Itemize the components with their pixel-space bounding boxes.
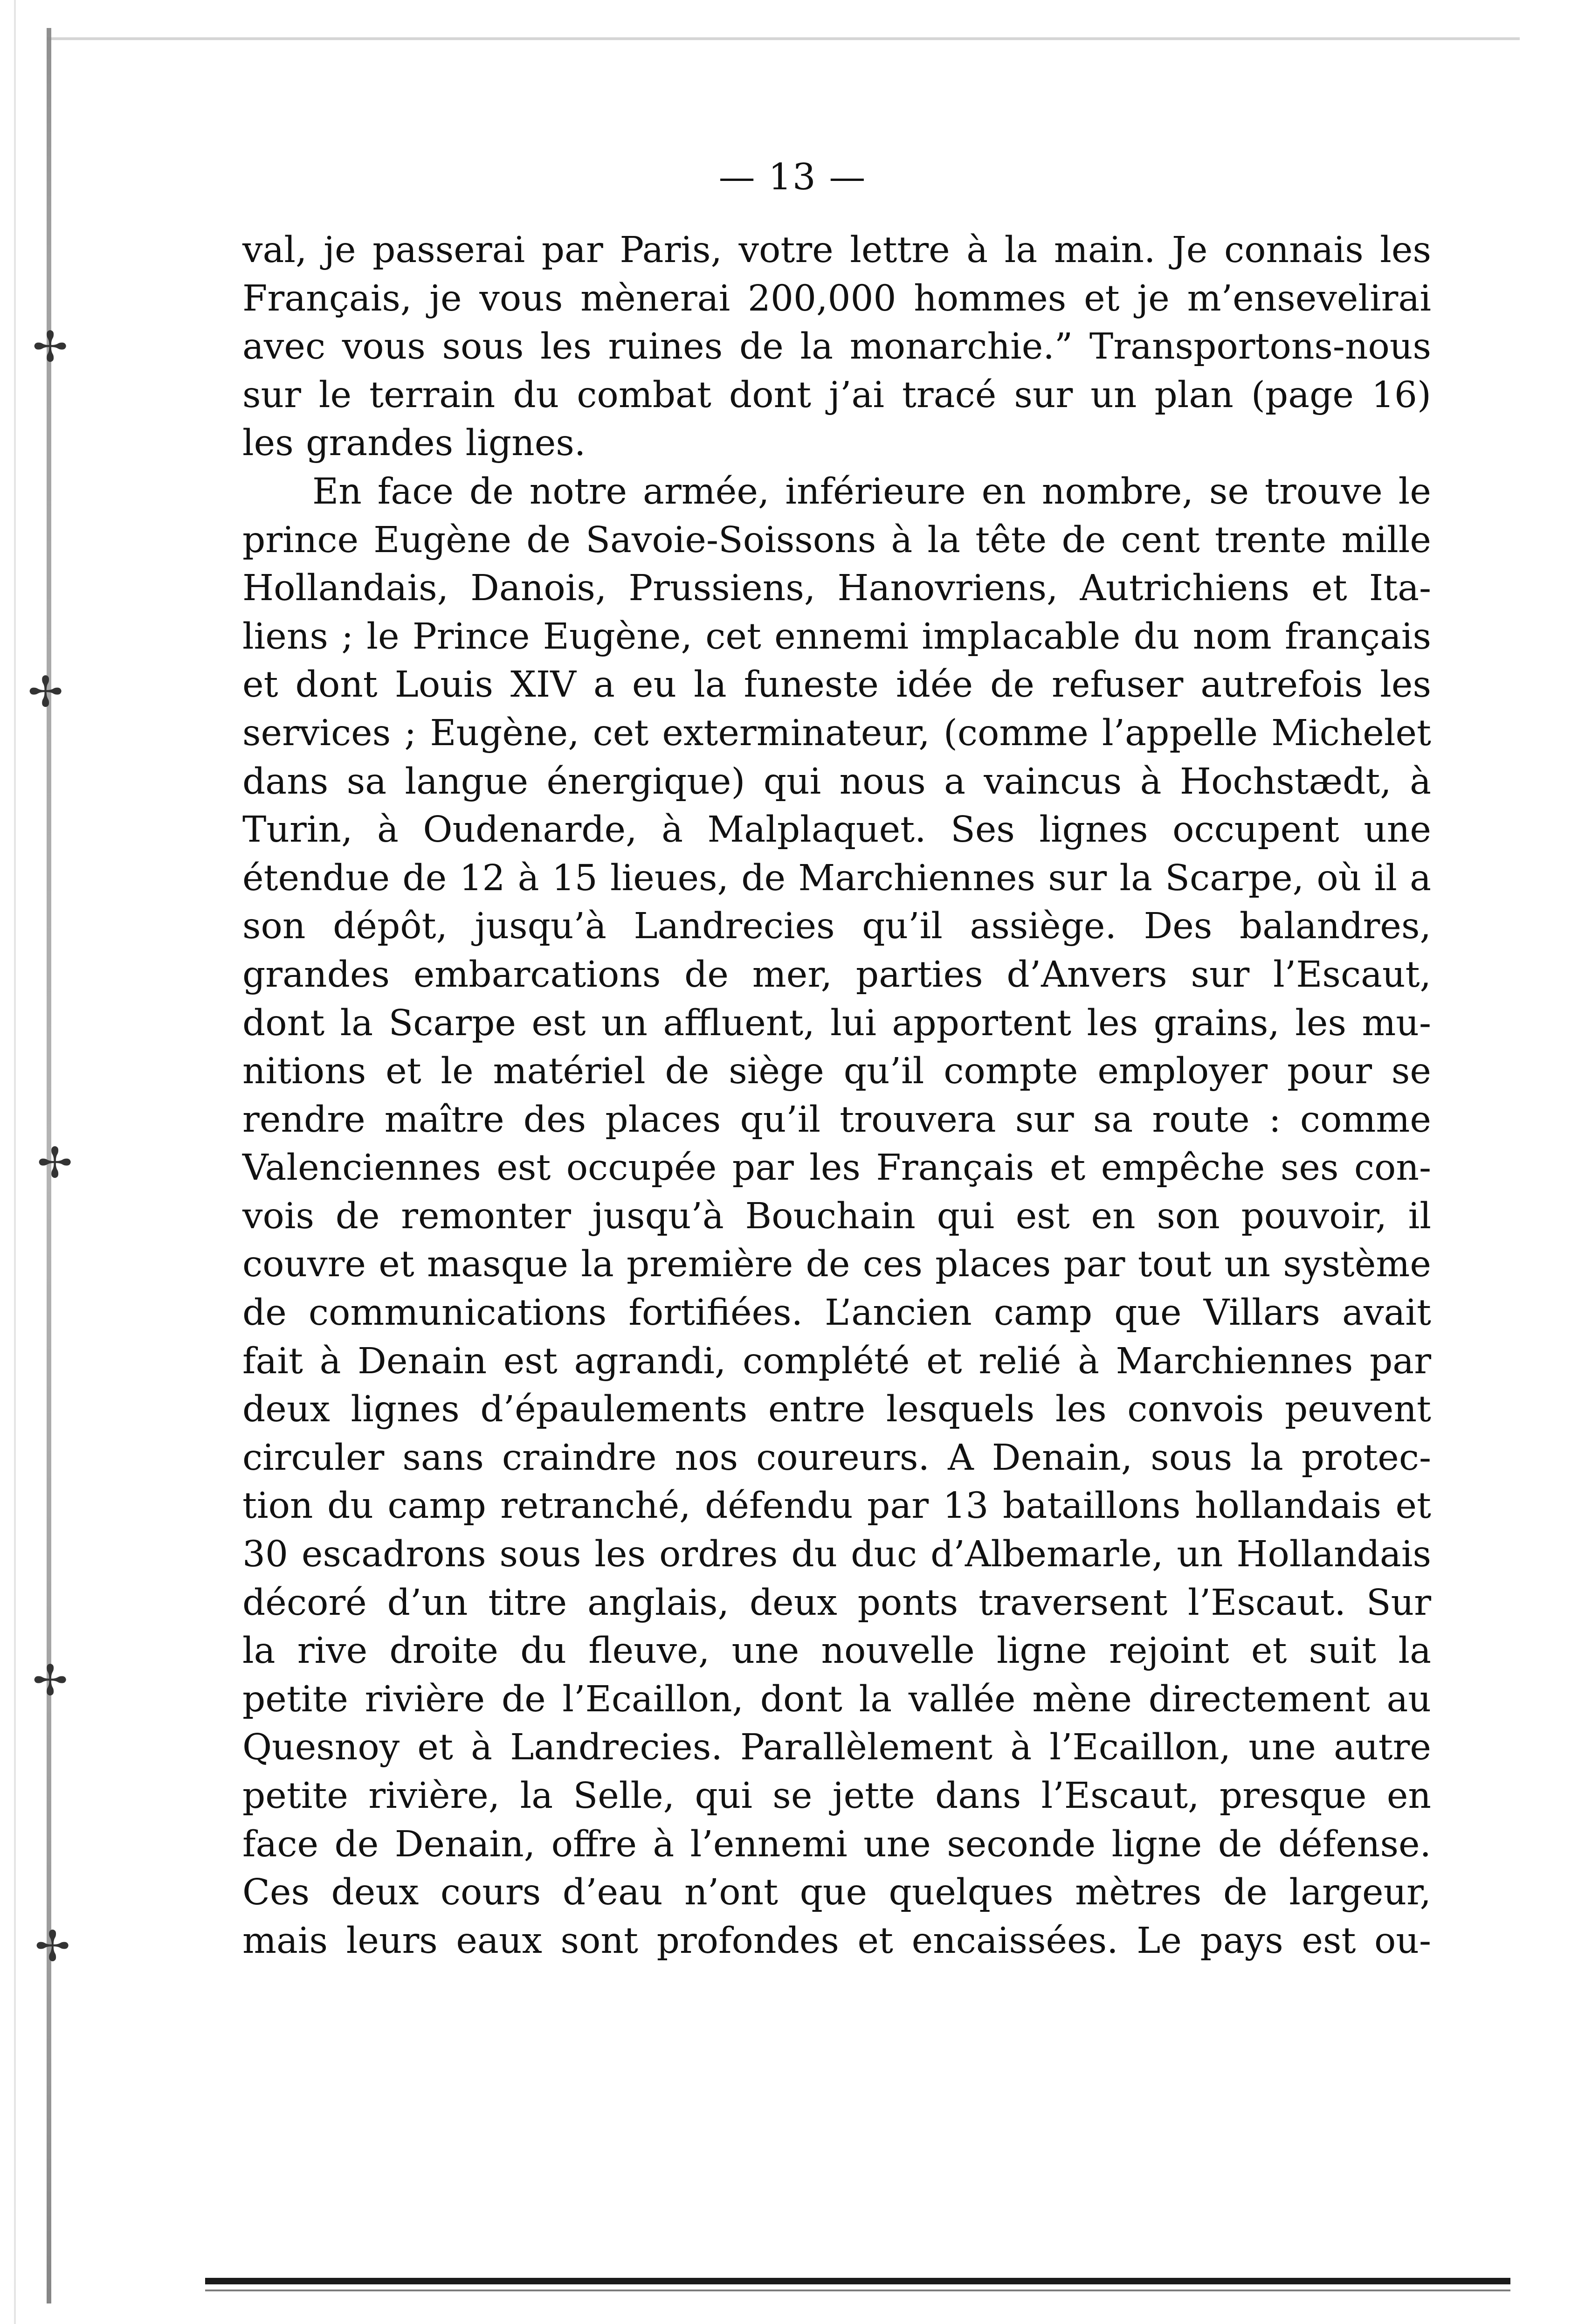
text-line: grandes embarcations de mer, parties d’Anvers sur l’Escaut,	[242, 954, 1431, 996]
text-line: Valenciennes est occupée par les Français et empêche ses con-	[242, 1147, 1431, 1189]
text-line: Turin, à Oudenarde, à Malplaquet. Ses lignes occupent une	[242, 809, 1431, 851]
text-line: petite rivière, la Selle, qui se jette dans l’Escaut, presque en	[242, 1775, 1431, 1817]
text-line: Quesnoy et à Landrecies. Parallèlement à l’Ecaillon, une autre	[242, 1727, 1431, 1769]
text-line: circuler sans craindre nos coureurs. A Denain, sous la protec-	[242, 1437, 1431, 1479]
text-line: décoré d’un titre anglais, deux ponts traversent l’Escaut. Sur	[242, 1582, 1431, 1624]
text-line: les grandes lignes.	[242, 422, 586, 464]
text-line: mais leurs eaux sont profondes et encaissées. Le pays est ou-	[242, 1920, 1431, 1962]
text-line: Français, je vous mènerai 200,000 hommes et je m’ensevelirai	[242, 277, 1431, 319]
binding-mark-icon: ✢	[37, 1139, 73, 1188]
binding-mark-icon: ✢	[33, 323, 68, 372]
bottom-scan-edge	[205, 2278, 1510, 2284]
text-line: tion du camp retranché, défendu par 13 bataillons hollandais et	[242, 1485, 1431, 1527]
text-line: couvre et masque la première de ces places par tout un système	[242, 1244, 1431, 1286]
binding-edge-shadow	[14, 0, 16, 2324]
text-line: val, je passerai par Paris, votre lettre à la main. Je connais les	[242, 229, 1431, 271]
text-line: Hollandais, Danois, Prussiens, Hanovriens, Autrichiens et Ita-	[242, 567, 1431, 609]
binding-mark-icon: ✢	[35, 1922, 70, 1971]
text-line: vois de remonter jusqu’à Bouchain qui est en son pouvoir, il	[242, 1195, 1431, 1237]
bottom-scan-edge-thin	[205, 2289, 1510, 2291]
text-line: services ; Eugène, cet exterminateur, (comme l’appelle Michelet	[242, 712, 1431, 754]
text-line: sur le terrain du combat dont j’ai tracé sur un plan (page 16)	[242, 374, 1431, 416]
page-number: — 13 —	[718, 156, 867, 198]
text-line: liens ; le Prince Eugène, cet ennemi implacable du nom français	[242, 616, 1431, 657]
text-line: nitions et le matériel de siège qu’il compte employer pour se	[242, 1051, 1431, 1093]
text-line: étendue de 12 à 15 lieues, de Marchiennes sur la Scarpe, où il a	[242, 857, 1431, 899]
paragraph-first-line: En face de notre armée, inférieure en nombre, se trouve le	[312, 470, 1431, 512]
text-line: la rive droite du fleuve, une nouvelle ligne rejoint et suit la	[242, 1630, 1431, 1672]
body-text	[242, 226, 1431, 1965]
binding-mark-icon: ✢	[33, 1656, 68, 1705]
text-line: deux lignes d’épaulements entre lesquels les convois peuvent	[242, 1389, 1431, 1431]
text-line: 30 escadrons sous les ordres du duc d’Albemarle, un Hollandais	[242, 1534, 1431, 1576]
text-line: son dépôt, jusqu’à Landrecies qu’il assiège. Des balandres,	[242, 906, 1431, 948]
text-line: petite rivière de l’Ecaillon, dont la vallée mène directement au	[242, 1678, 1431, 1720]
text-line: dans sa langue énergique) qui nous a vaincus à Hochstædt, à	[242, 761, 1431, 802]
text-line: face de Denain, offre à l’ennemi une seconde ligne de défense.	[242, 1823, 1431, 1865]
binding-mark-icon: ✢	[28, 668, 63, 717]
top-scan-edge	[47, 37, 1520, 40]
text-line: dont la Scarpe est un affluent, lui apportent les grains, les mu-	[242, 1002, 1431, 1044]
text-line: et dont Louis XIV a eu la funeste idée de refuser autrefois les	[242, 664, 1431, 706]
text-line: avec vous sous les ruines de la monarchie.” Transportons-nous	[242, 326, 1431, 368]
text-line: de communications fortifiées. L’ancien camp que Villars avait	[242, 1292, 1431, 1334]
text-line: fait à Denain est agrandi, complété et relié à Marchiennes par	[242, 1340, 1431, 1382]
text-line: Ces deux cours d’eau n’ont que quelques mètres de largeur,	[242, 1872, 1431, 1914]
text-line: rendre maître des places qu’il trouvera sur sa route : comme	[242, 1099, 1431, 1141]
text-line: prince Eugène de Savoie-Soissons à la tête de cent trente mille	[242, 519, 1431, 561]
